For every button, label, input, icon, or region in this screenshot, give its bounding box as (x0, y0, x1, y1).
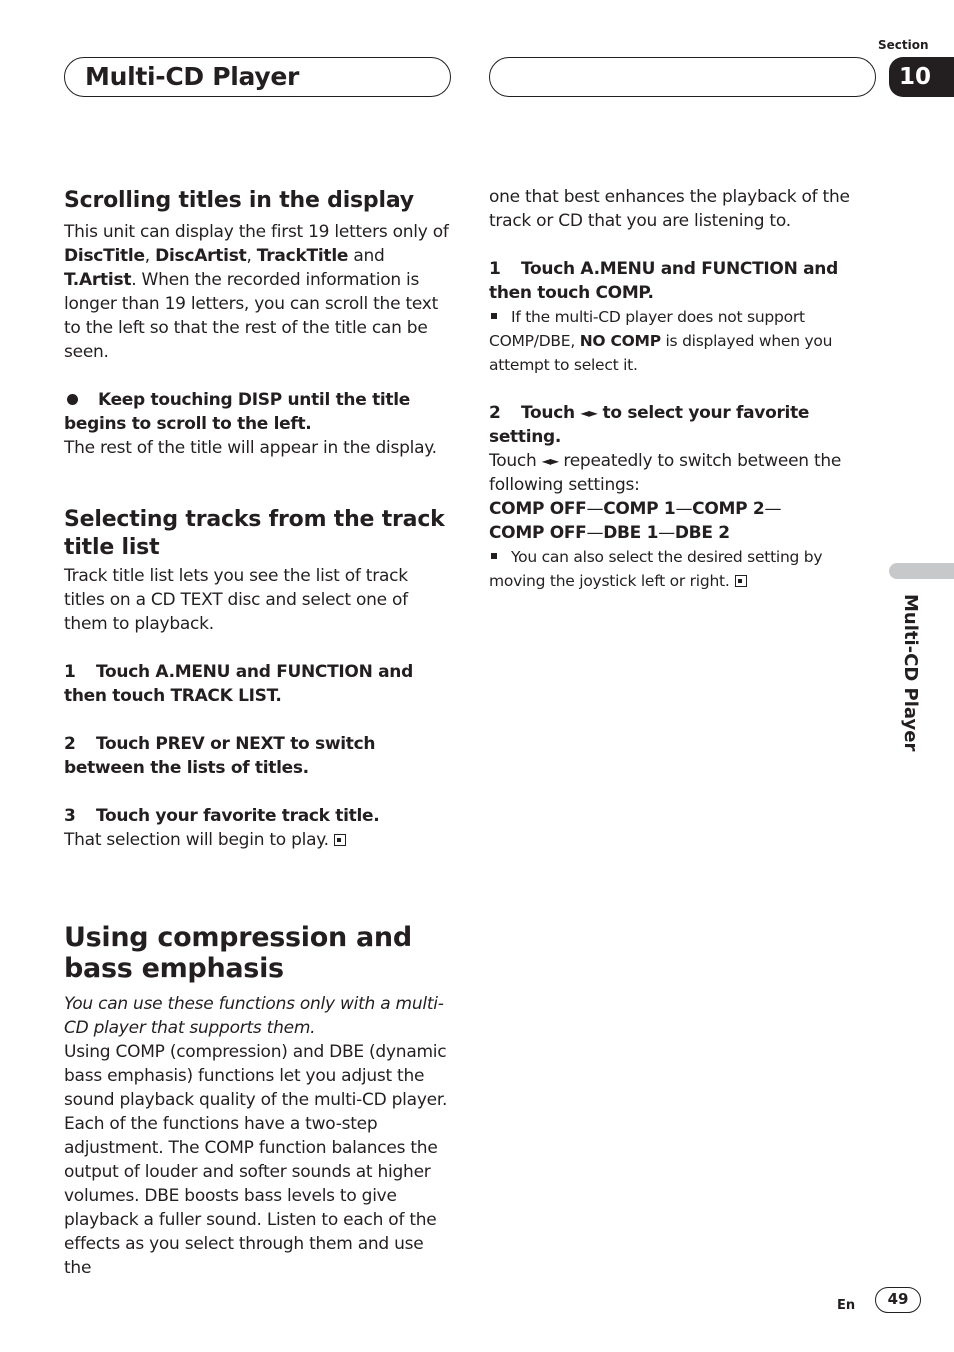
section-number: 10 (899, 64, 932, 90)
compression-italic-intro: You can use these functions only with a multi-CD player that supports them. (64, 994, 444, 1038)
scrolling-heading: Scrolling titles in the display (64, 188, 414, 213)
compression-body-continued: one that best enhances the playback of the track or CD that you are listening to. (489, 187, 850, 231)
end-mark-icon (334, 834, 346, 846)
selecting-step-2: 2 Touch PREV or NEXT to switch between the lists of titles. (64, 734, 376, 778)
compression-heading: Using compression and bass emphasis (64, 922, 412, 984)
selecting-heading: Selecting tracks from the track title list (64, 507, 445, 560)
compression-note-1: If the multi-CD player does not support COMP/DBE, NO COMP is displayed when you attempt to select it. (489, 308, 833, 374)
compression-step-1: 1 Touch A.MENU and FUNCTION and then touch COMP. (489, 259, 838, 303)
selecting-intro: Track title list lets you see the list of track titles on a CD TEXT disc and select one of them to playback. (64, 566, 408, 634)
left-right-arrows-icon: ◄► (541, 454, 559, 468)
scrolling-bullet-step: Keep touching DISP until the title begins to scroll to the left. (64, 390, 411, 434)
page-number: 49 (875, 1287, 921, 1313)
compression-settings-line-2: COMP OFF—DBE 1—DBE 2 (489, 523, 730, 543)
selecting-step-3-text: That selection will begin to play. (64, 828, 452, 852)
header-title: Multi-CD Player (85, 62, 300, 91)
side-tab-marker (889, 563, 954, 579)
compression-step-2-text: Touch ◄► repeatedly to switch between the following settings: (489, 451, 842, 495)
left-right-arrows-icon: ◄► (580, 406, 597, 420)
compression-note-2: You can also select the desired setting by moving the joystick left or right. (489, 548, 823, 590)
header-title-frame (64, 57, 451, 97)
note-square-icon (491, 313, 497, 319)
scrolling-paragraph: This unit can display the first 19 letters only of DiscTitle, DiscArtist, TrackTitle and T.Artist. When the recorded information is longer than 19 letters, you can scroll the text to the left so that the rest of the title can be seen. (64, 222, 449, 362)
section-label: Section (878, 38, 929, 52)
side-tab-label: Multi-CD Player (900, 594, 921, 752)
compression-body: Using COMP (compression) and DBE (dynamic bass emphasis) functions let you adjust the sound playback quality of the multi-CD player. Each of the functions have a two-step adjustment. The COMP function balances the output of louder and softer sounds at higher volumes. DBE boosts bass levels to give playback a fuller sound. Listen to each of the effects as you select through them and use the (64, 1042, 448, 1278)
header-blank-frame (489, 57, 876, 97)
selecting-step-1: 1 Touch A.MENU and FUNCTION and then touch TRACK LIST. (64, 662, 413, 706)
right-column (489, 185, 877, 593)
scrolling-bullet-text: The rest of the title will appear in the display. (64, 438, 437, 458)
compression-step-2: 2 Touch ◄► to select your favorite setting. (489, 403, 810, 447)
note-square-icon (491, 553, 497, 559)
end-mark-icon (735, 575, 747, 587)
left-column (64, 185, 452, 1280)
footer-language: En (837, 1298, 856, 1313)
section-tab (889, 57, 954, 97)
compression-settings-line-1: COMP OFF—COMP 1—COMP 2— (489, 499, 782, 519)
bullet-dot (67, 394, 78, 405)
selecting-step-3: 3 Touch your favorite track title. (64, 806, 380, 826)
